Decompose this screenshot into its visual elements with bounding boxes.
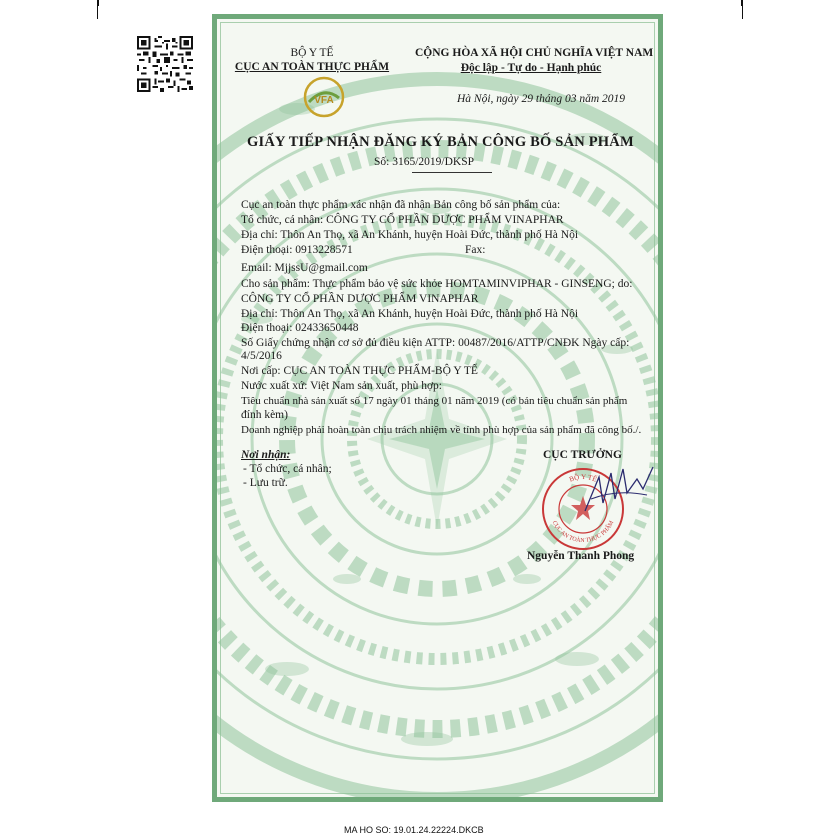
document-title: GIẤY TIẾP NHẬN ĐĂNG KÝ BẢN CÔNG BỐ SẢN PHẨM — [247, 134, 634, 150]
recipient-item: - Tổ chức, cá nhân; — [243, 463, 332, 475]
signature-icon — [577, 459, 657, 519]
signer-name: Nguyễn Thanh Phong — [527, 550, 635, 562]
body-line: Doanh nghiệp phải hoàn toàn chịu trách nhiệm về tính phù hợp của sản phẩm đã công bố./. — [241, 424, 642, 436]
certificate — [212, 14, 663, 802]
qr-code-icon — [137, 36, 193, 92]
seal-bottom-text: CỤC AN TOÀN THỰC PHẨM — [550, 520, 616, 545]
body-line: Điện thoại: 0913228571 — [241, 244, 353, 256]
vfa-logo-icon — [303, 76, 345, 118]
ministry-name: BỘ Y TẾ — [290, 47, 334, 59]
body-line: đính kèm) — [241, 409, 288, 421]
body-line: Nước xuất xứ: Việt Nam sản xuất, phù hợp: — [241, 380, 442, 392]
recipients-heading: Nơi nhận: — [241, 449, 291, 461]
document-number: Số: 3165/2019/DKSP — [374, 156, 475, 168]
date-line: Hà Nội, ngày 29 tháng 03 năm 2019 — [457, 93, 626, 105]
national-motto: Độc lập - Tự do - Hạnh phúc — [460, 62, 602, 74]
signer-position: CỤC TRƯỞNG — [543, 449, 622, 461]
body-line: Địa chỉ: Thôn An Thọ, xã An Khánh, huyện Hoài Đức, thành phố Hà Nội — [241, 308, 579, 320]
body-line: Nơi cấp: CỤC AN TOÀN THỰC PHẨM-BỘ Y TẾ — [241, 365, 478, 377]
republic-name: CỘNG HÒA XÃ HỘI CHỦ NGHĨA VIỆT NAM — [415, 47, 654, 59]
body-line: Cho sản phẩm: Thực phẩm bảo vệ sức khỏe HOMTAMINVIPHAR - GINSENG; do: — [241, 278, 633, 290]
fax-label: Fax: — [465, 244, 486, 256]
seal-top-text: BỘ Y TẾ — [568, 472, 598, 484]
body-line: CÔNG TY CỔ PHẦN DƯỢC PHẨM VINAPHAR — [241, 293, 479, 305]
body-line: 4/5/2016 — [241, 350, 282, 362]
body-line: Số Giấy chứng nhận cơ sở đủ điều kiện ATTP: 00487/2016/ATTP/CNĐK Ngày cấp: — [241, 337, 630, 349]
body-line: Địa chỉ: Thôn An Thọ, xã An Khánh, huyện Hoài Đức, thành phố Hà Nội — [241, 229, 579, 241]
logo-text: VFA — [314, 95, 334, 106]
file-code: MA HO SO: 19.01.24.22224.DKCB — [344, 825, 484, 835]
body-line: Tiêu chuẩn nhà sản xuất số 17 ngày 01 tháng 01 năm 2019 (có bản tiêu chuẩn sản phẩm — [241, 395, 628, 407]
body-line: Tổ chức, cá nhân: CÔNG TY CỔ PHẦN DƯỢC PHẨM VINAPHAR — [241, 214, 564, 226]
title-underline — [412, 172, 492, 173]
body-line: Cục an toàn thực phẩm xác nhận đã nhận Bản công bố sản phẩm của: — [241, 199, 561, 211]
agency-name: CỤC AN TOÀN THỰC PHẨM — [234, 61, 390, 73]
body-line: Email: MjjssU@gmail.com — [241, 262, 368, 274]
body-line: Điện thoại: 02433650448 — [241, 322, 359, 334]
recipient-item: - Lưu trữ. — [243, 477, 288, 489]
